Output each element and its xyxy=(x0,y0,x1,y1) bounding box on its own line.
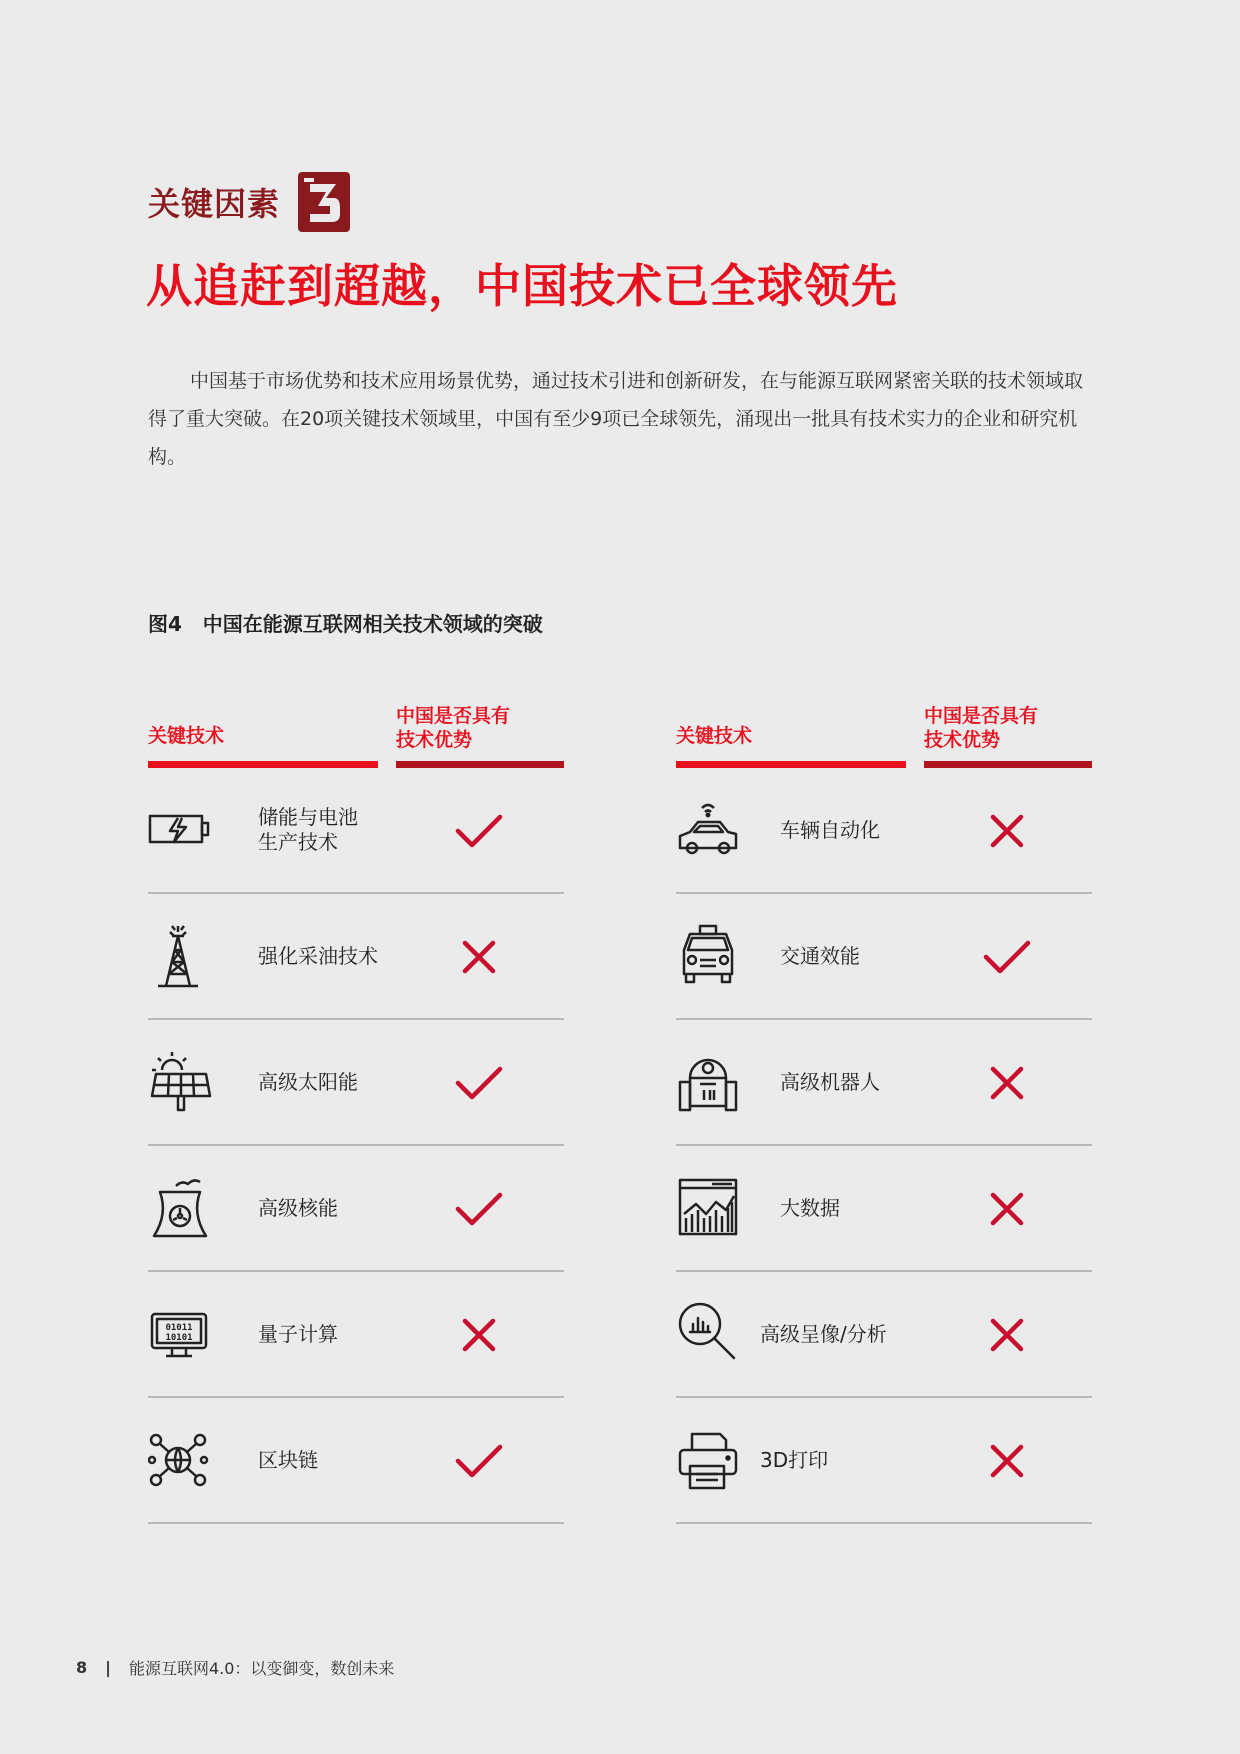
table-row xyxy=(676,1146,1092,1272)
table-row xyxy=(148,1020,564,1146)
nuclear-plant-icon xyxy=(148,1174,212,1242)
tech-name: 3D打印 xyxy=(760,1447,829,1472)
column-header-tech: 关键技术 xyxy=(676,725,753,747)
data-chart-icon xyxy=(676,1174,740,1242)
page-headline: 从追赶到超越，中国技术已全球领先 xyxy=(146,259,898,313)
page-number: 8 xyxy=(76,1658,88,1677)
table-header xyxy=(148,700,564,768)
table-row xyxy=(676,1398,1092,1524)
printer-icon xyxy=(676,1426,740,1494)
header-rule-dark xyxy=(396,761,564,768)
check-icon xyxy=(454,1058,504,1108)
header-rule-dark xyxy=(924,761,1092,768)
table-row xyxy=(676,1020,1092,1146)
tech-name: 量子计算 xyxy=(258,1321,338,1346)
vehicle-front-icon xyxy=(676,922,740,990)
right-tech-table xyxy=(676,700,1092,1524)
section-kicker xyxy=(148,170,352,234)
table-row xyxy=(148,1272,564,1398)
cross-icon xyxy=(982,1184,1032,1234)
check-icon xyxy=(454,1436,504,1486)
table-row xyxy=(676,1272,1092,1398)
tech-name: 交通效能 xyxy=(780,943,860,968)
table-row xyxy=(148,1146,564,1272)
table-row xyxy=(148,1398,564,1524)
cross-icon xyxy=(982,1310,1032,1360)
quantum-computer-icon xyxy=(148,1300,212,1368)
kicker-label: 关键因素 xyxy=(148,185,281,223)
page-footer xyxy=(76,1656,394,1679)
table-header xyxy=(676,700,1092,768)
table-row xyxy=(148,768,564,894)
table-row xyxy=(148,894,564,1020)
header-rule-red xyxy=(676,761,906,768)
table-row xyxy=(676,768,1092,894)
tech-name: 高级太阳能 xyxy=(258,1069,358,1094)
tech-name: 车辆自动化 xyxy=(780,817,880,842)
connected-car-icon xyxy=(676,796,740,864)
svg-text:01011: 01011 xyxy=(165,1323,193,1333)
tech-name: 大数据 xyxy=(780,1195,840,1220)
figure-caption: 图4 中国在能源互联网相关技术领域的突破 xyxy=(148,612,543,636)
tech-name: 高级机器人 xyxy=(780,1069,880,1094)
cross-icon xyxy=(982,806,1032,856)
cross-icon xyxy=(454,932,504,982)
tech-name: 区块链 xyxy=(258,1447,318,1472)
tech-name: 强化采油技术 xyxy=(258,943,378,968)
intro-text: 中国基于市场优势和技术应用场景优势，通过技术引进和创新研发，在与能源互联网紧密关联的技术领域取得了重大突破。在20项关键技术领域里，中国有至少9项已全球领先，涌现出一批具有技术实力的企业和研究机构。 xyxy=(148,370,1084,468)
oil-derrick-icon xyxy=(148,922,212,990)
footer-separator: | xyxy=(105,1658,111,1677)
battery-icon xyxy=(148,796,212,864)
tech-name: 高级呈像/分析 xyxy=(760,1321,887,1346)
header-rule-red xyxy=(148,761,378,768)
cross-icon xyxy=(454,1310,504,1360)
table-row xyxy=(676,894,1092,1020)
report-title: 能源互联网4.0：以变御变，数创未来 xyxy=(128,1659,395,1678)
number-three-badge-icon xyxy=(296,170,352,234)
cross-icon xyxy=(982,1436,1032,1486)
check-icon xyxy=(454,1184,504,1234)
column-header-advantage: 中国是否具有 技术优势 xyxy=(924,705,1039,751)
solar-panel-icon xyxy=(148,1048,212,1116)
tech-name: 储能与电池 生产技术 xyxy=(258,805,358,854)
left-tech-table xyxy=(148,700,564,1524)
robot-icon xyxy=(676,1048,740,1116)
intro-paragraph xyxy=(148,362,1092,476)
svg-text:10101: 10101 xyxy=(165,1333,193,1343)
blockchain-network-icon xyxy=(148,1426,212,1494)
check-icon xyxy=(454,806,504,856)
cross-icon xyxy=(982,1058,1032,1108)
check-icon xyxy=(982,932,1032,982)
tech-name: 高级核能 xyxy=(258,1195,338,1220)
column-header-tech: 关键技术 xyxy=(148,725,225,747)
magnifier-chart-icon xyxy=(676,1300,740,1368)
column-header-advantage: 中国是否具有 技术优势 xyxy=(396,705,511,751)
